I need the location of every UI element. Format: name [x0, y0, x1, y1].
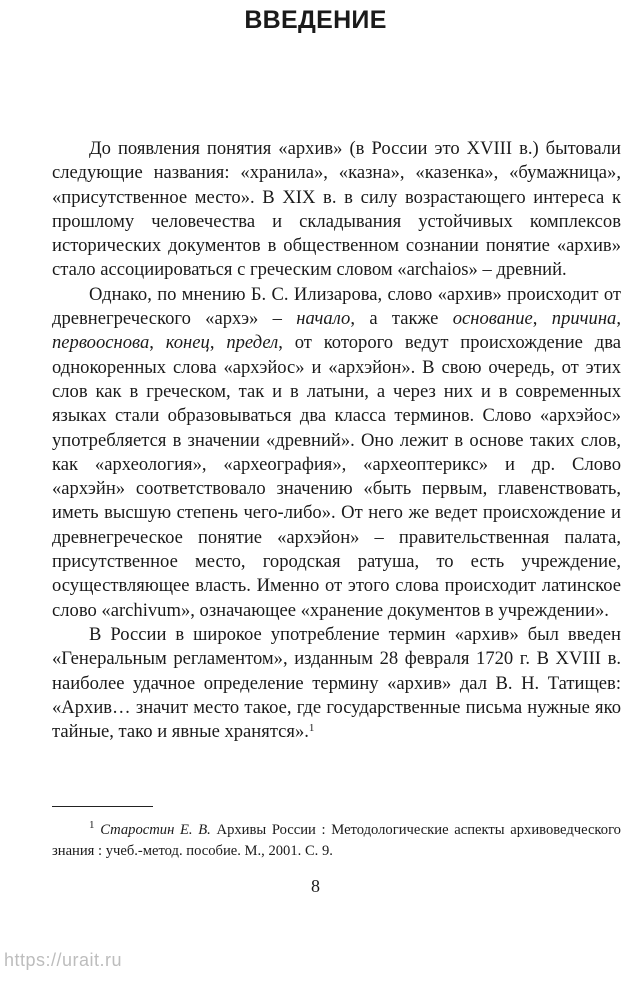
paragraph-3-text: В России в широкое употребление термин «архив» был введен «Генеральным регламентом», изданным 28 февраля 1720 г. В XVIII в. наиболее удачное определение термину «архив» дал В. Н. Татищев: «Архив… значит место такое, где государственные письма нужные яко тайные, тако и явные хранятся».: [52, 623, 621, 743]
term-origin: первооснова: [52, 332, 150, 354]
paragraph-2-text: ,: [209, 332, 227, 354]
paragraph-2-text: , от которого ведут происхождение два однокоренных слова «архэйос» и «архэйон». В свою очередь, от этих слов как в греческом, так и в латыни, а через них и в современных языках стали образовываться два класса терминов. Слово «архэйос» употребляется в значении «древний». Оно лежит в основе таких слов, как «археология», «археография», «археоптерикс» и др. Слово «архэйн» соответствовало значению «быть первым, главенствовать, иметь высшую степень чего-либо». От него же ведет происхождение и древнегреческое понятие «архэйон» – правительственная палата, присутственное место, городская ратуша, то есть учреждение, осуществляющее власть. Именно от этого слова происходит латинское слово «archivum», означающее «хранение документов в учреждении».: [52, 332, 622, 621]
term-beginning: начало: [296, 308, 351, 330]
term-end: конец: [165, 332, 210, 354]
watermark: https://urait.ru: [4, 950, 123, 970]
term-cause: причина: [551, 308, 617, 330]
footnote-mark: 1: [89, 819, 95, 831]
page-number: 8: [311, 876, 320, 896]
footnote: [52, 820, 621, 861]
body-text: [52, 137, 621, 744]
page-title: ВВЕДЕНИЕ: [244, 6, 387, 34]
paragraph-2-text: Однако, по мнению Б. С. Илизарова, слово «архив» происходит от древнегреческого «архэ» –: [52, 283, 621, 330]
footnote-text: Архивы России : Методологические аспекты архивоведческого знания : учеб.-метод. пособие. М., 2001. С. 9.: [52, 822, 621, 859]
paragraph-1: До появления понятия «архив» (в России это XVIII в.) бытовали следующие названия: «хранила», «казна», «казенка», «бумажница», «присутственное место». В XIX в. в силу возрастающего интереса к прошлому человечества и складывания устойчивых комплексов исторических документов в общественном сознании понятие «архив» стало ассоциироваться с греческим словом «archaios» – древний.: [52, 138, 621, 281]
footnote-author: Старостин Е. В.: [100, 822, 211, 838]
footnote-reference[interactable]: 1: [308, 722, 315, 735]
paragraph-3: [52, 623, 621, 744]
paragraph-2-text: ,: [616, 308, 622, 330]
paragraph-2: [52, 283, 621, 623]
paragraph-2-text: ,: [532, 308, 552, 330]
paragraph-2-text: , а также: [350, 308, 453, 330]
term-limit: предел: [226, 332, 279, 354]
paragraph-2-text: ,: [149, 332, 166, 354]
term-foundation: основание: [452, 308, 533, 330]
footnote-separator: [52, 806, 153, 807]
